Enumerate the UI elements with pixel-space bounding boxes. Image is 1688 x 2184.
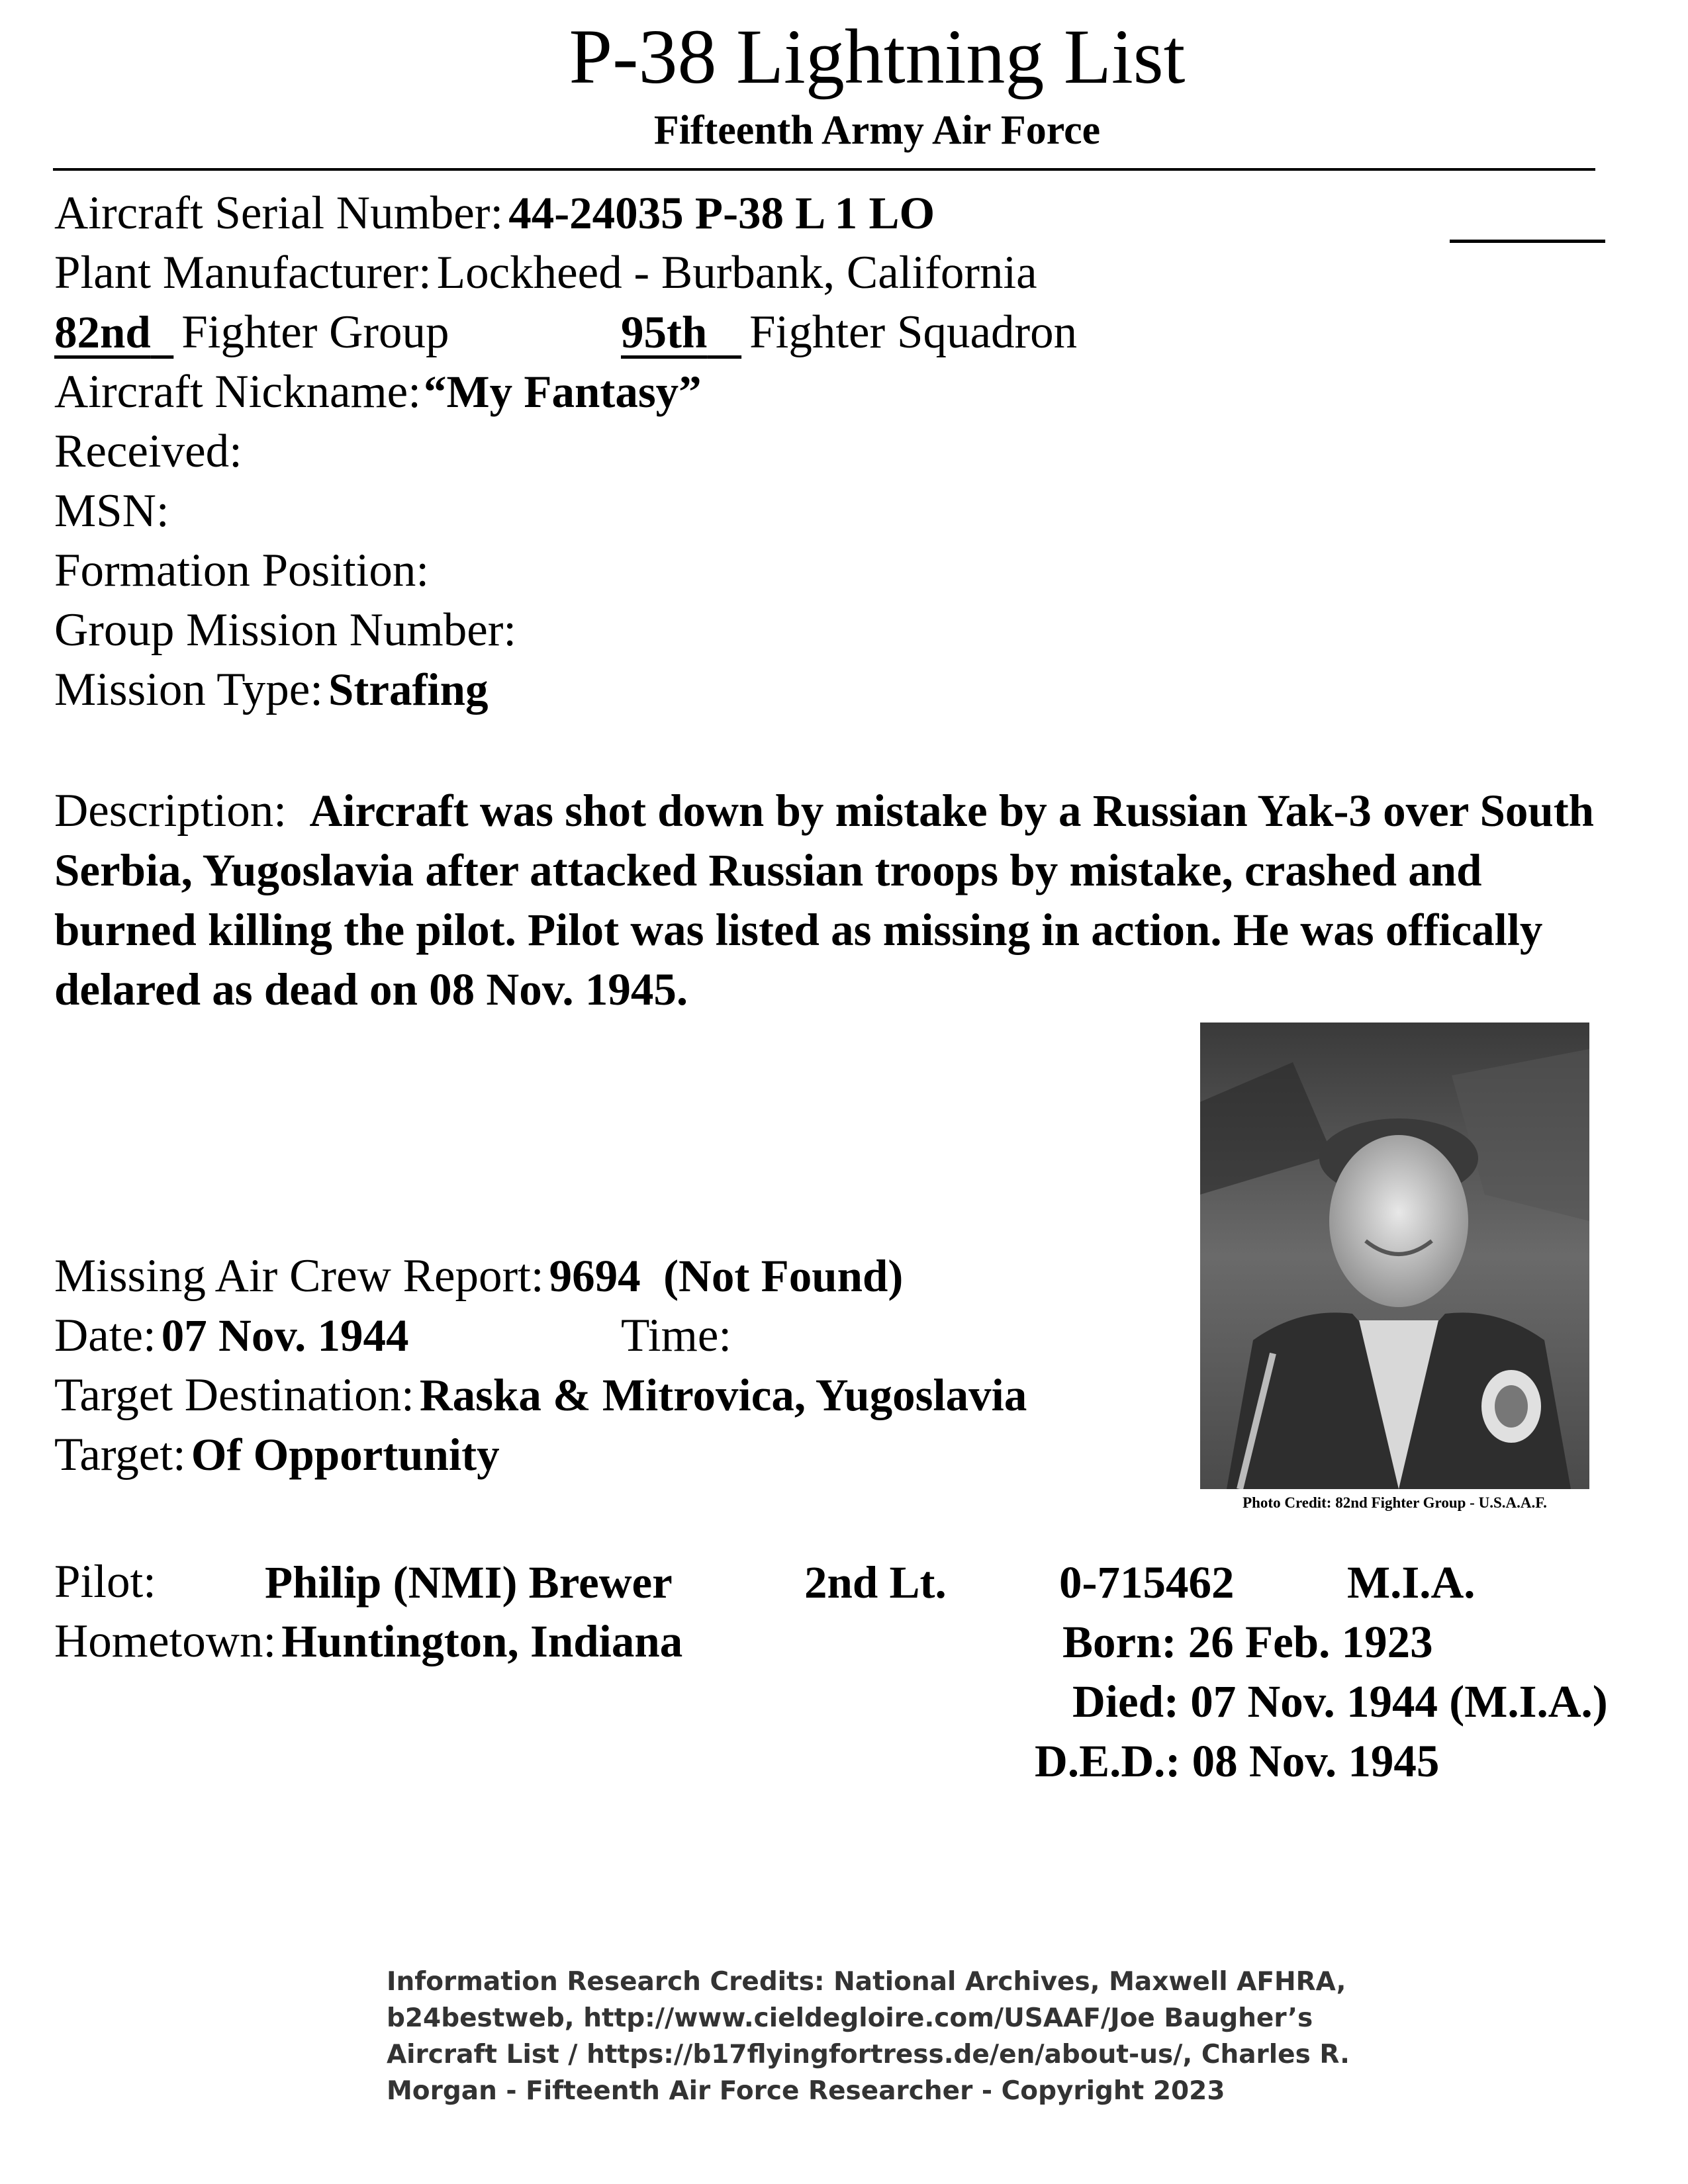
pilot-serial: 0-715462 bbox=[1059, 1557, 1235, 1608]
date-label: Date: bbox=[54, 1310, 156, 1361]
credits-line-3: Aircraft List / https://b17flyingfortress.de/en/about-us/, Charles R. bbox=[387, 2040, 1350, 2070]
pilot-died: Died: 07 Nov. 1944 (M.I.A.) bbox=[1072, 1676, 1608, 1727]
nickname-value: “My Fantasy” bbox=[423, 367, 702, 417]
fighter-group-value: 82nd bbox=[54, 307, 151, 357]
formation-position-label: Formation Position: bbox=[54, 545, 430, 596]
mission-type-row bbox=[54, 663, 488, 717]
page-title: P-38 Lightning List bbox=[569, 13, 1186, 100]
msn-label: MSN: bbox=[54, 485, 169, 537]
pilot-name: Philip (NMI) Brewer bbox=[265, 1557, 673, 1608]
fighter-group-label: Fighter Group bbox=[181, 306, 449, 358]
mission-type-label: Mission Type: bbox=[54, 664, 323, 715]
nickname-label: Aircraft Nickname: bbox=[54, 366, 421, 418]
group-mission-number-label: Group Mission Number: bbox=[54, 604, 517, 656]
macr-label: Missing Air Crew Report: bbox=[54, 1250, 544, 1302]
serial-row bbox=[54, 187, 935, 240]
hometown-label: Hometown: bbox=[54, 1615, 277, 1667]
manufacturer-label: Plant Manufacturer: bbox=[54, 247, 432, 298]
date-value: 07 Nov. 1944 bbox=[161, 1310, 409, 1361]
pilot-photo bbox=[1200, 1023, 1589, 1489]
credits-line-2: b24bestweb, http://www.cieldegloire.com/USAAF/Joe Baugher’s bbox=[387, 2003, 1313, 2033]
header-divider bbox=[53, 168, 1595, 171]
macr-row bbox=[54, 1250, 903, 1303]
target-label: Target: bbox=[54, 1429, 186, 1480]
target-destination-value: Raska & Mitrovica, Yugoslavia bbox=[419, 1370, 1027, 1420]
squadron-row bbox=[621, 306, 1077, 359]
nickname-row bbox=[54, 365, 702, 419]
pilot-born: Born: 26 Feb. 1923 bbox=[1062, 1617, 1433, 1667]
manufacturer-row bbox=[54, 246, 1037, 300]
pilot-label: Pilot: bbox=[54, 1556, 156, 1608]
credits-line-1: Information Research Credits: National Archives, Maxwell AFHRA, bbox=[387, 1967, 1346, 1997]
serial-label: Aircraft Serial Number: bbox=[54, 187, 504, 239]
manufacturer-value: Lockheed - Burbank, California bbox=[436, 247, 1037, 298]
blank-field-line bbox=[1450, 240, 1605, 243]
description-paragraph bbox=[54, 781, 1617, 1019]
target-destination-label: Target Destination: bbox=[54, 1369, 414, 1421]
hometown-value: Huntington, Indiana bbox=[281, 1616, 683, 1666]
page-subtitle: Fifteenth Army Air Force bbox=[653, 108, 1101, 153]
fighter-squadron-value: 95th bbox=[621, 307, 708, 357]
time-label: Time: bbox=[621, 1310, 732, 1361]
pilot-rank: 2nd Lt. bbox=[804, 1557, 947, 1608]
fighter-squadron-label: Fighter Squadron bbox=[749, 306, 1078, 358]
hometown-row bbox=[54, 1615, 682, 1668]
target-value: Of Opportunity bbox=[191, 1430, 500, 1480]
macr-value: 9694 (Not Found) bbox=[549, 1251, 904, 1301]
description-label: Description: bbox=[54, 785, 287, 837]
serial-value: 44-24035 P-38 L 1 LO bbox=[508, 188, 935, 238]
credits-line-4: Morgan - Fifteenth Air Force Researcher - Copyright 2023 bbox=[387, 2076, 1225, 2106]
photo-caption: Photo Credit: 82nd Fighter Group - U.S.A.A.F. bbox=[1243, 1494, 1547, 1511]
description-text: Aircraft was shot down by mistake by a Russian Yak-3 over South Serbia, Yugoslavia after attacked Russian troops by mistake, crashed and burned killing the pilot. Pilot was listed as missing in action. He was offically delared as dead on 08 Nov. 1945. bbox=[54, 786, 1595, 1015]
target-destination-row bbox=[54, 1369, 1027, 1422]
pilot-status: M.I.A. bbox=[1347, 1557, 1476, 1608]
mission-type-value: Strafing bbox=[328, 664, 489, 715]
received-label: Received: bbox=[54, 426, 242, 477]
pilot-ded: D.E.D.: 08 Nov. 1945 bbox=[1035, 1736, 1440, 1786]
date-row bbox=[54, 1309, 409, 1363]
target-row bbox=[54, 1428, 500, 1482]
group-row bbox=[54, 306, 449, 359]
